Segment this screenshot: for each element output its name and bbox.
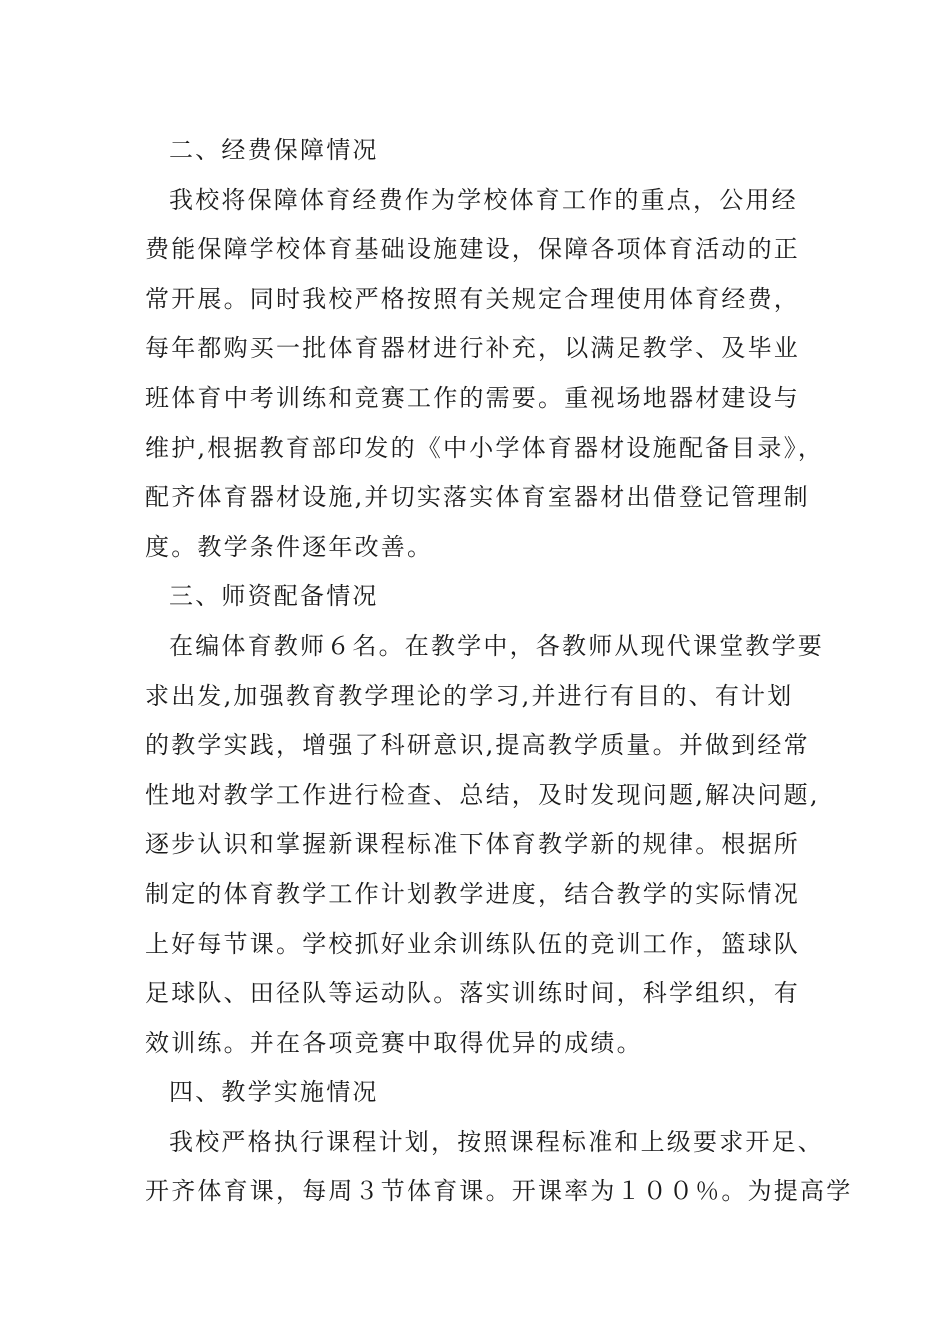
paragraph-staffing: [145, 622, 825, 1068]
paragraph-funding: [145, 176, 825, 573]
section-heading-teaching: 四、教学实施情况: [169, 1078, 379, 1107]
text-line: 制定的体育教学工作计划教学进度，结合教学的实际情况: [145, 879, 800, 908]
text-line: 开齐体育课，每周３节体育课。开课率为１００％。为提高学: [145, 1177, 853, 1206]
text-line: 配齐体育器材设施,并切实落实体育室器材出借登记管理制: [145, 483, 810, 512]
text-line: 我校将保障体育经费作为学校体育工作的重点，公用经: [169, 185, 798, 214]
text-line: 度。教学条件逐年改善。: [145, 532, 434, 561]
text-line: 维护,根据教育部印发的《中小学体育器材设施配备目录》，: [145, 433, 825, 462]
text-line: 费能保障学校体育基础设施建设，保障各项体育活动的正: [145, 235, 800, 264]
document-page: [145, 126, 853, 1217]
text-line: 在编体育教师６名。在教学中，各教师从现代课堂教学要: [169, 631, 824, 660]
text-line: 常开展。同时我校严格按照有关规定合理使用体育经费，: [145, 284, 800, 313]
text-line: 每年都购买一批体育器材进行补充，以满足教学、及毕业: [145, 334, 800, 363]
text-line: 效训练。并在各项竞赛中取得优异的成绩。: [145, 1028, 643, 1057]
paragraph-teaching: [145, 1118, 853, 1217]
text-line: 逐步认识和掌握新课程标准下体育教学新的规律。根据所: [145, 830, 800, 859]
text-line: 足球队、田径队等运动队。落实训练时间，科学组织，有: [145, 979, 800, 1008]
section-heading-staffing: 三、师资配备情况: [169, 582, 379, 611]
text-line: 性地对教学工作进行检查、总结，及时发现问题,解决问题,: [145, 780, 820, 809]
text-line: 我校严格执行课程计划，按照课程标准和上级要求开足、: [169, 1127, 824, 1156]
text-line: 上好每节课。学校抓好业余训练队伍的竞训工作，篮球队: [145, 929, 800, 958]
text-line: 的教学实践，增强了科研意识,提高教学质量。并做到经常: [145, 731, 810, 760]
text-line: 求出发,加强教育教学理论的学习,并进行有目的、有计划: [145, 681, 794, 710]
section-heading-funding: 二、经费保障情况: [169, 136, 379, 164]
text-line: 班体育中考训练和竞赛工作的需要。重视场地器材建设与: [145, 383, 800, 412]
